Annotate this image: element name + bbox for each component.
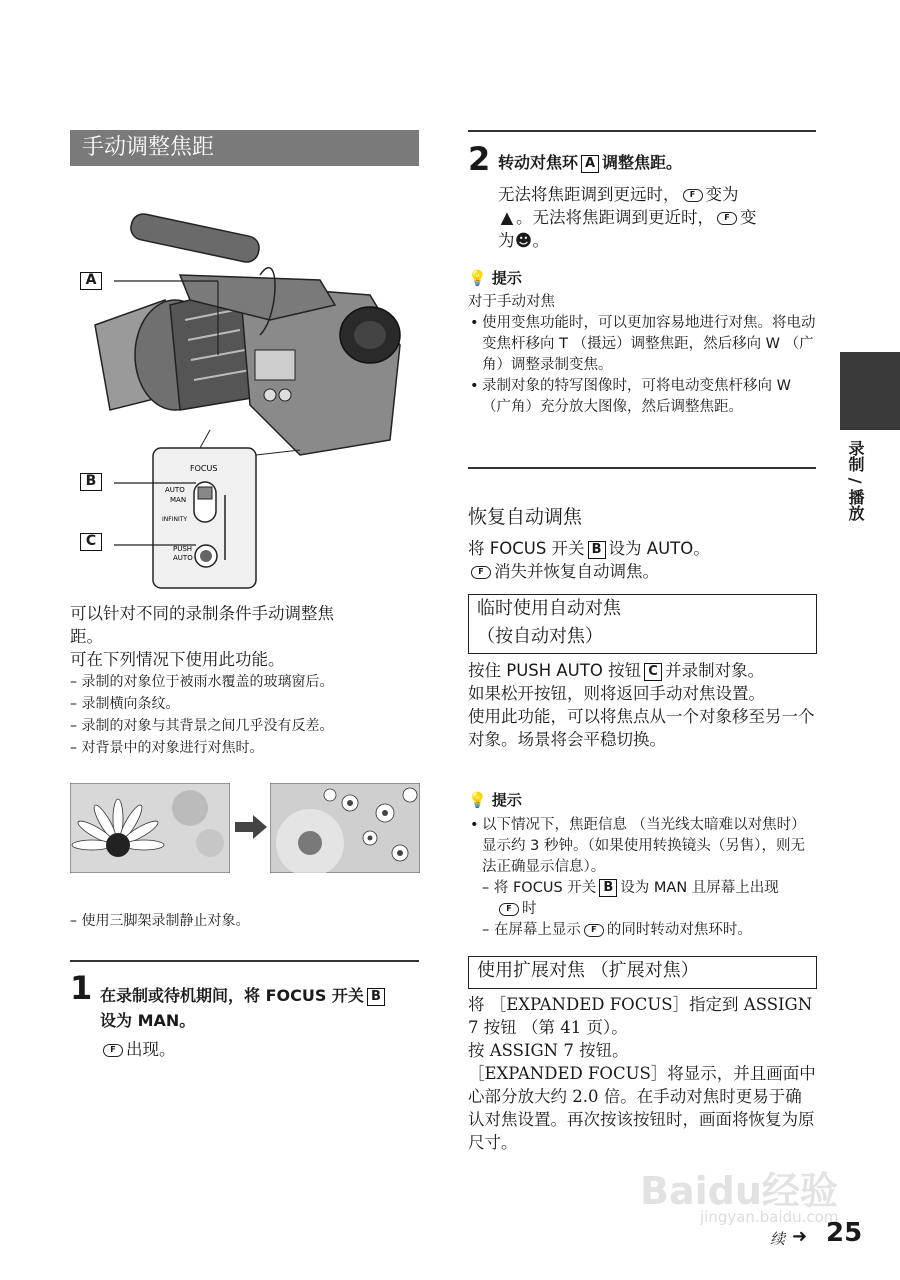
step-2-text: [498, 150, 682, 175]
hint-heading-2: [468, 790, 522, 810]
push-title-line-2: （按自动对焦）: [477, 626, 603, 647]
hint-label: 提示: [491, 269, 522, 287]
lightbulb-icon: 💡: [468, 791, 487, 809]
step-1-text: [100, 983, 420, 1033]
label-b-inline: B: [367, 988, 385, 1006]
continued-label: 续: [770, 1230, 786, 1248]
restore-line-1a: 将 FOCUS 开关: [468, 539, 585, 558]
hint-bullet: • 录制对象的特写图像时，可将电动变焦杆移向 W （广角）充分放大图像，然后调整焦距。: [468, 376, 818, 418]
arrow-right-icon: ➜: [792, 1226, 808, 1247]
case-item: – 对背景中的对象进行对焦时。: [70, 737, 420, 759]
label-b-inline: B: [599, 879, 617, 897]
label-c: C: [80, 533, 102, 551]
step-1-text-a: 在录制或待机期间，将 FOCUS 开关: [100, 986, 364, 1005]
auto-label: AUTO: [165, 486, 185, 494]
divider: [468, 130, 816, 132]
push-auto-heading: [468, 594, 817, 654]
hint-sub-1b: 设为 MAN 且屏幕上出现: [620, 880, 779, 896]
label-a: A: [80, 272, 102, 290]
divider: [70, 960, 419, 962]
manual-focus-icon: F: [499, 903, 519, 916]
step-2-text-a: 转动对焦环: [498, 153, 579, 172]
push-label: PUSH: [173, 545, 193, 553]
hint-sub-1a: 将 FOCUS 开关: [493, 880, 597, 896]
blurred-flower-image: [270, 783, 420, 873]
expanded-focus-body: [468, 993, 818, 1154]
step-2-line-3b: 。: [532, 231, 549, 250]
hint-label: 提示: [491, 791, 522, 809]
hint-bullet: • 以下情况下，焦距信息 （当光线太暗难以对焦时）显示约 3 秒钟。（如果使用转换镜头（另售），则无法正确显示信息）。: [468, 815, 818, 878]
step-1-number: 1: [70, 969, 93, 1007]
step-1-result-text: 出现。: [126, 1040, 176, 1059]
restore-line-2: 消失并恢复自动调焦。: [494, 562, 659, 581]
step-2-line-1b: 变为: [705, 185, 739, 204]
tripod-note: – 使用三脚架录制静止对象。: [70, 910, 420, 932]
step-1-result: [100, 1038, 176, 1061]
label-c-inline: C: [644, 663, 662, 681]
label-a-inline: A: [581, 155, 599, 173]
hint-sub-2: [468, 920, 818, 941]
expanded-focus-heading: 使用扩展对焦 （扩展对焦）: [468, 956, 817, 989]
expand-line-3: ［EXPANDED FOCUS］将显示，并且画面中心部分放大约 2.0 倍。在手动对焦时更易于确认对焦设置。再次按该按钮时，画面将恢复为原尺寸。: [468, 1064, 816, 1152]
intro-line-2: 可在下列情况下使用此功能。: [70, 650, 285, 669]
push-line-1b: 并录制对象。: [665, 661, 765, 680]
label-b-inline: B: [588, 541, 606, 559]
push-line-3: 使用此功能，可以将焦点从一个对象移至另一个对象。场景将会平稳切换。: [468, 707, 815, 749]
expand-line-2: 按 ASSIGN 7 按钮。: [468, 1041, 629, 1060]
case-item: – 录制横向条纹。: [70, 693, 420, 715]
hint-sub-1c: 时: [522, 901, 537, 917]
hint-bullet: • 使用变焦功能时，可以更加容易地进行对焦。将电动变焦杆移向 T （摄远）调整焦距，然后移向 W （广角）调整录制变焦。: [468, 313, 818, 376]
camcorder-illustration: [70, 205, 420, 590]
hint-sub-2b: 的同时转动对焦环时。: [606, 922, 752, 938]
step-2-line-1a: 无法将焦距调到更远时，: [498, 185, 680, 204]
step-2-line-3a: 为: [498, 231, 515, 250]
expand-line-1: 将 ［EXPANDED FOCUS］指定到 ASSIGN 7 按钮 （第 41 页）。: [468, 995, 813, 1037]
sharp-flower-image: [70, 783, 230, 873]
intro-line-1b: 距。: [70, 627, 103, 646]
lightbulb-icon: 💡: [468, 269, 487, 287]
cases-list: [70, 671, 420, 759]
step-2-line-2a: 。无法将焦距调到更近时，: [516, 208, 714, 227]
hint-sub-1: [468, 878, 818, 920]
push-auto-body: [468, 659, 816, 751]
page-number: 25: [826, 1218, 863, 1248]
step-2-body: [498, 183, 816, 252]
hint-2: [468, 815, 818, 941]
restore-heading: 恢复自动调焦: [468, 506, 583, 528]
arrow-right-icon: [235, 815, 267, 839]
intro-paragraph: [70, 602, 420, 671]
hint-1-title: 对于手动对焦: [468, 294, 555, 310]
chapter-tab: [840, 352, 900, 430]
manual-focus-icon: F: [717, 212, 737, 225]
case-item: – 录制的对象与其背景之间几乎没有反差。: [70, 715, 420, 737]
focus-label: FOCUS: [190, 464, 218, 473]
hint-1: [468, 292, 818, 418]
chapter-label: 录制 / 播放: [846, 440, 865, 521]
mountain-icon: ▲: [500, 208, 514, 227]
push-line-2: 如果松开按钮，则将返回手动对焦设置。: [468, 684, 765, 703]
watermark-brand: Baidu经验: [640, 1169, 838, 1213]
step-2-number: 2: [468, 140, 491, 178]
step-2-text-b: 调整焦距。: [602, 153, 683, 172]
person-icon: ☻: [514, 231, 533, 250]
intro-line-1: 可以针对不同的录制条件手动调整焦: [70, 604, 334, 623]
auto2-label: AUTO: [173, 554, 193, 562]
hint-heading: [468, 268, 522, 288]
watermark-url: jingyan.baidu.com: [700, 1208, 839, 1226]
push-line-1a: 按住 PUSH AUTO 按钮: [468, 661, 642, 680]
divider: [468, 467, 816, 469]
manual-focus-icon: F: [683, 189, 703, 202]
manual-focus-icon: F: [584, 924, 604, 937]
manual-focus-icon: F: [471, 566, 491, 579]
manual-focus-icon: F: [103, 1044, 123, 1057]
label-b: B: [80, 473, 102, 491]
restore-body: [468, 537, 818, 583]
section-title: 手动调整焦距: [70, 130, 419, 166]
step-2-line-2b: 变: [740, 208, 757, 227]
step-1-text-b: 设为 MAN。: [100, 1011, 196, 1030]
hint-sub-2a: 在屏幕上显示: [493, 922, 581, 938]
man-label: MAN: [170, 496, 187, 504]
push-title-line-1: 临时使用自动对焦: [477, 598, 621, 619]
infinity-label: INFINITY: [162, 516, 188, 523]
case-item: – 录制的对象位于被雨水覆盖的玻璃窗后。: [70, 671, 420, 693]
restore-line-1b: 设为 AUTO。: [608, 539, 710, 558]
